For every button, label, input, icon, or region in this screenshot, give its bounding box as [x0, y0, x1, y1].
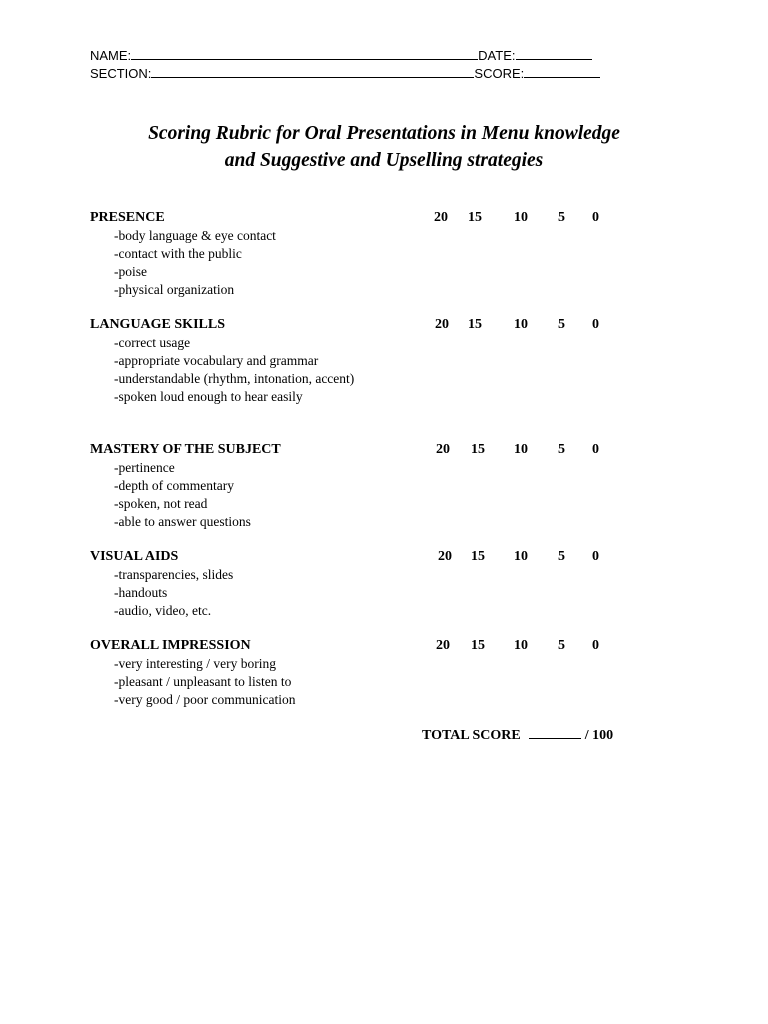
score-option-20: 20 [436, 442, 450, 457]
criterion-item: -correct usage [114, 335, 191, 350]
criterion-item: -physical organization [114, 282, 235, 297]
total-score-label: TOTAL SCORE [422, 728, 521, 743]
section-field[interactable] [151, 66, 474, 78]
score-option-20: 20 [438, 549, 452, 564]
name-label: NAME: [90, 48, 132, 63]
criterion-mastery-of-subject [90, 441, 650, 531]
score-option-10: 10 [514, 210, 528, 225]
score-option-5: 5 [558, 210, 565, 225]
criterion-item: -spoken loud enough to hear easily [114, 389, 303, 404]
score-option-15: 15 [471, 638, 485, 653]
score-option-15: 15 [468, 317, 482, 332]
criterion-name: MASTERY OF THE SUBJECT [90, 442, 281, 457]
score-option-20: 20 [435, 317, 449, 332]
name-field[interactable] [131, 48, 478, 60]
criterion-item: -very good / poor communication [114, 692, 296, 707]
total-score-field[interactable] [529, 727, 581, 739]
total-score-max: / 100 [584, 728, 614, 743]
score-option-10: 10 [514, 317, 528, 332]
section-label: SECTION: [90, 66, 152, 81]
criterion-item: -understandable (rhythm, intonation, accent) [114, 371, 355, 386]
score-option-20: 20 [434, 210, 448, 225]
name-date-row [90, 48, 592, 63]
score-option-0: 0 [592, 638, 599, 653]
score-option-0: 0 [592, 317, 599, 332]
criterion-name: PRESENCE [90, 210, 165, 225]
score-label: SCORE: [474, 66, 525, 81]
criterion-item: -very interesting / very boring [114, 656, 276, 671]
score-option-5: 5 [558, 317, 565, 332]
score-option-20: 20 [436, 638, 450, 653]
score-option-10: 10 [514, 442, 528, 457]
criterion-item: -appropriate vocabulary and grammar [114, 353, 319, 368]
date-field[interactable] [516, 48, 592, 60]
criterion-presence [90, 209, 650, 299]
criterion-name: LANGUAGE SKILLS [90, 317, 225, 332]
score-option-5: 5 [558, 442, 565, 457]
criterion-item: -pleasant / unpleasant to listen to [114, 674, 292, 689]
date-label: DATE: [478, 48, 516, 63]
score-option-0: 0 [592, 442, 599, 457]
title-line-1: Scoring Rubric for Oral Presentations in Menu knowledge [148, 123, 620, 144]
criterion-item: -poise [114, 264, 147, 279]
score-option-15: 15 [471, 549, 485, 564]
criterion-item: -pertinence [114, 460, 175, 475]
score-option-0: 0 [592, 549, 599, 564]
criterion-language-skills [90, 316, 650, 406]
score-option-5: 5 [558, 549, 565, 564]
score-option-15: 15 [468, 210, 482, 225]
criterion-item: -spoken, not read [114, 496, 208, 511]
title-line-2: and Suggestive and Upselling strategies [224, 150, 544, 171]
score-option-15: 15 [471, 442, 485, 457]
criterion-item: -audio, video, etc. [114, 603, 212, 618]
section-score-row [90, 66, 600, 81]
criterion-item: -depth of commentary [114, 478, 234, 493]
criterion-item: -transparencies, slides [114, 567, 234, 582]
criterion-overall-impression [90, 637, 650, 709]
total-score [422, 727, 613, 744]
criterion-name: OVERALL IMPRESSION [90, 638, 251, 653]
score-option-5: 5 [558, 638, 565, 653]
score-field[interactable] [524, 66, 600, 78]
score-option-10: 10 [514, 638, 528, 653]
rubric-title [0, 120, 768, 174]
score-option-0: 0 [592, 210, 599, 225]
criterion-item: -handouts [114, 585, 168, 600]
criterion-name: VISUAL AIDS [90, 549, 179, 564]
criterion-item: -able to answer questions [114, 514, 251, 529]
criterion-item: -contact with the public [114, 246, 242, 261]
criterion-visual-aids [90, 548, 650, 620]
score-option-10: 10 [514, 549, 528, 564]
criterion-item: -body language & eye contact [114, 228, 276, 243]
